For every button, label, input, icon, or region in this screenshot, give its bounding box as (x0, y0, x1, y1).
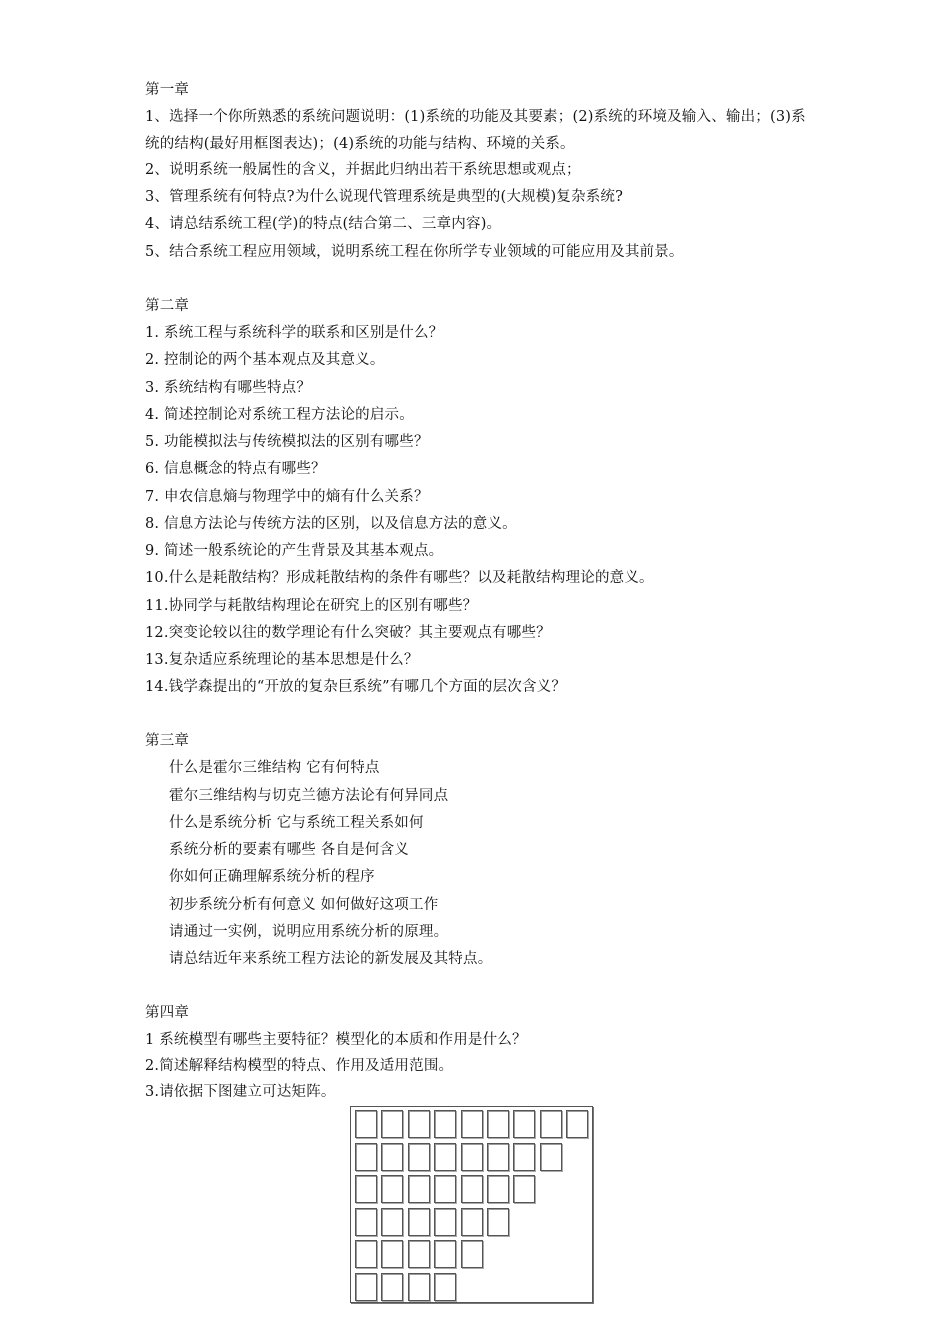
grid-cell (434, 1273, 456, 1301)
chapter2-item-12: 12.突变论较以往的数学理论有什么突破？其主要观点有哪些？ (145, 625, 551, 641)
chapter2-item-13: 13.复杂适应系统理论的基本思想是什么？ (145, 652, 419, 668)
grid-cell (408, 1208, 430, 1236)
grid-cell (461, 1143, 483, 1171)
grid-cell (487, 1175, 509, 1203)
grid-cell (487, 1110, 509, 1138)
grid-cell (513, 1143, 535, 1171)
chapter2-item-14: 14.钱学森提出的“开放的复杂巨系统”有哪几个方面的层次含义？ (145, 679, 567, 695)
grid-cell (461, 1175, 483, 1203)
chapter2-item-11: 11.协同学与耗散结构理论在研究上的区别有哪些？ (145, 598, 478, 614)
chapter3-title: 第三章 (145, 733, 190, 749)
chapter1-item-2: 2、说明系统一般属性的含义，并据此归纳出若干系统思想或观点； (145, 162, 581, 178)
chapter1-item-5: 5、结合系统工程应用领域，说明系统工程在你所学专业领域的可能应用及其前景。 (145, 244, 684, 260)
chapter3-item-5: 你如何正确理解系统分析的程序 (169, 869, 375, 885)
reachability-figure (350, 1106, 593, 1303)
chapter2-item-3: 3. 系统结构有哪些特点？ (145, 380, 312, 396)
grid-cell (381, 1240, 403, 1268)
grid-cell (461, 1110, 483, 1138)
chapter3-item-2: 霍尔三维结构与切克兰德方法论有何异同点 (169, 788, 449, 804)
chapter2-item-2: 2. 控制论的两个基本观点及其意义。 (145, 352, 385, 368)
grid-cell (513, 1175, 535, 1203)
grid-cell (408, 1110, 430, 1138)
grid-cell (487, 1143, 509, 1171)
chapter2-item-5: 5. 功能模拟法与传统模拟法的区别有哪些？ (145, 434, 429, 450)
grid-cell (355, 1175, 377, 1203)
chapter3-item-3: 什么是系统分析 它与系统工程关系如何 (169, 815, 424, 831)
chapter4-item-1: 1 系统模型有哪些主要特征？模型化的本质和作用是什么？ (145, 1032, 527, 1048)
chapter3-item-7: 请通过一实例，说明应用系统分析的原理。 (169, 924, 449, 940)
chapter4-item-2: 2.简述解释结构模型的特点、作用及适用范围。 (145, 1058, 454, 1074)
grid-cell (408, 1143, 430, 1171)
grid-cell (540, 1110, 562, 1138)
chapter3-item-4: 系统分析的要素有哪些 各自是何含义 (169, 842, 410, 858)
chapter1-item-4: 4、请总结系统工程(学)的特点(结合第二、三章内容)。 (145, 216, 502, 232)
grid-cell (355, 1110, 377, 1138)
grid-cell (355, 1143, 377, 1171)
chapter1-item-3: 3、管理系统有何特点?为什么说现代管理系统是典型的(大规模)复杂系统? (145, 189, 624, 205)
chapter2-title: 第二章 (145, 298, 190, 314)
grid-cell (566, 1110, 588, 1138)
chapter2-item-10: 10.什么是耗散结构？形成耗散结构的条件有哪些？以及耗散结构理论的意义。 (145, 570, 654, 586)
chapter2-item-9: 9. 简述一般系统论的产生背景及其基本观点。 (145, 543, 444, 559)
chapter2-item-8: 8. 信息方法论与传统方法的区别，以及信息方法的意义。 (145, 516, 517, 532)
grid-cell (540, 1143, 562, 1171)
chapter2-item-6: 6. 信息概念的特点有哪些？ (145, 461, 326, 477)
chapter2-item-1: 1. 系统工程与系统科学的联系和区别是什么？ (145, 325, 444, 341)
grid-cell (487, 1208, 509, 1236)
grid-cell (408, 1240, 430, 1268)
grid-cell (381, 1143, 403, 1171)
chapter2-item-7: 7. 申农信息熵与物理学中的熵有什么关系？ (145, 489, 429, 505)
grid-cell (381, 1273, 403, 1301)
grid-cell (355, 1208, 377, 1236)
chapter2-item-4: 4. 简述控制论对系统工程方法论的启示。 (145, 407, 414, 423)
grid-cell (434, 1208, 456, 1236)
grid-cell (355, 1240, 377, 1268)
grid-cell (434, 1143, 456, 1171)
chapter3-item-6: 初步系统分析有何意义 如何做好这项工作 (169, 897, 439, 913)
grid-cell (355, 1273, 377, 1301)
grid-cell (461, 1240, 483, 1268)
grid-cell (434, 1240, 456, 1268)
grid-cell (434, 1175, 456, 1203)
chapter3-item-1: 什么是霍尔三维结构 它有何特点 (169, 760, 380, 776)
chapter4-item-3: 3.请依据下图建立可达矩阵。 (145, 1084, 336, 1100)
grid-cell (381, 1175, 403, 1203)
grid-cell (381, 1110, 403, 1138)
chapter4-title: 第四章 (145, 1005, 190, 1021)
grid-cell (408, 1273, 430, 1301)
chapter1-item-1: 1、选择一个你所熟悉的系统问题说明：(1)系统的功能及其要素；(2)系统的环境及输入、输出；(3)系统的结构(最好用框图表达)；(4)系统的功能与结构、环境的关系。 (145, 109, 806, 152)
chapter3-item-8: 请总结近年来系统工程方法论的新发展及其特点。 (169, 951, 493, 967)
grid-cell (461, 1208, 483, 1236)
grid-cell (408, 1175, 430, 1203)
chapter1-title: 第一章 (145, 82, 190, 98)
grid-cell (513, 1110, 535, 1138)
grid-cell (381, 1208, 403, 1236)
grid-cell (434, 1110, 456, 1138)
